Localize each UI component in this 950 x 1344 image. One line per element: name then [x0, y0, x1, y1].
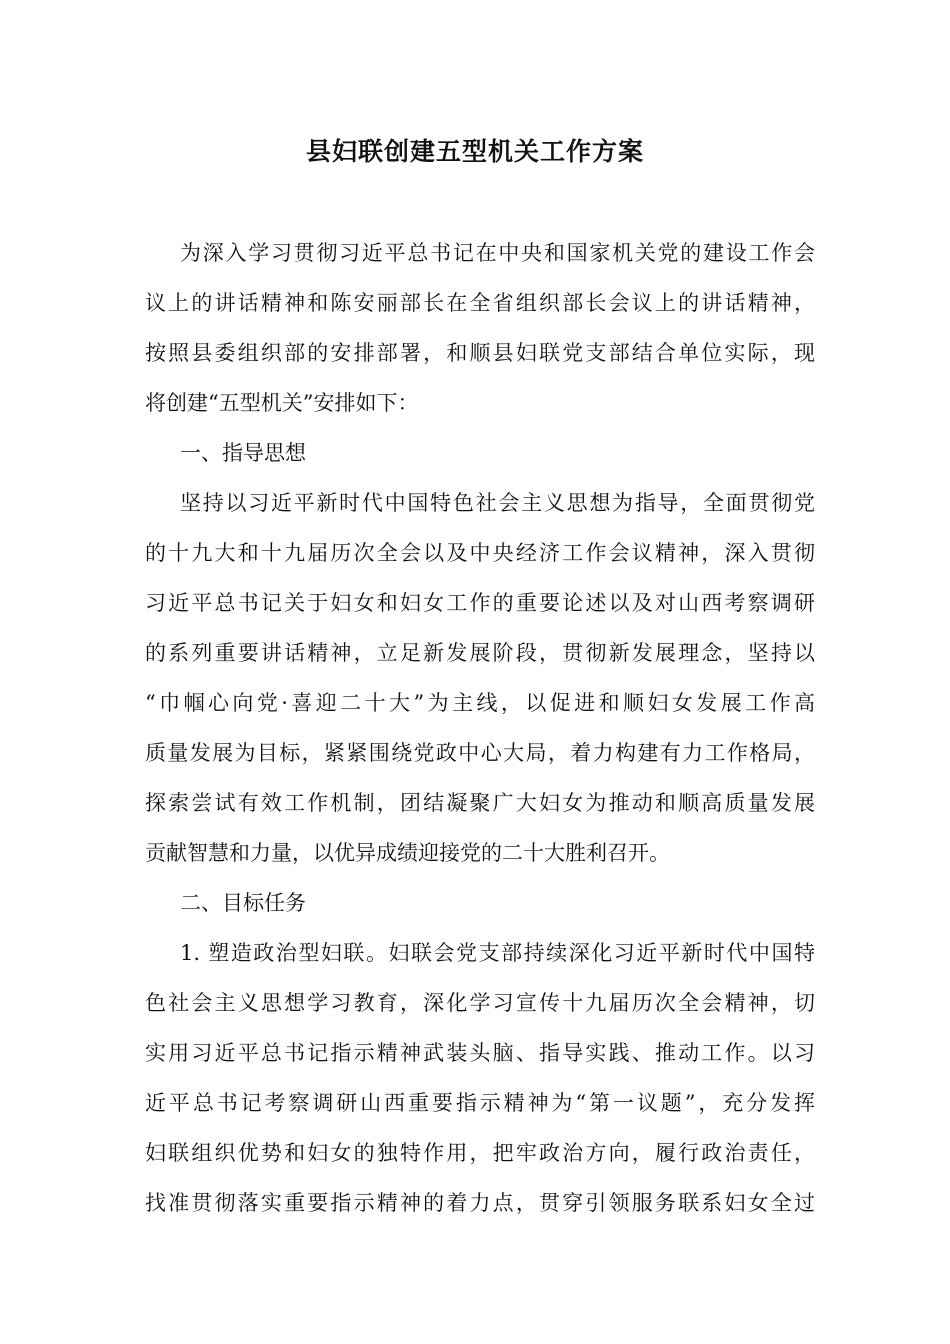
paragraph-line: 坚持以习近平新时代中国特色社会主义思想为指导，全面贯彻党	[180, 491, 815, 515]
paragraph-line: 的十九大和十九届历次全会以及中央经济工作会议精神，深入贯彻	[145, 541, 815, 565]
paragraph-line: 实用习近平总书记指示精神武装头脑、指导实践、推动工作。以习	[145, 1041, 815, 1065]
paragraph-line: 贡献智慧和力量，以优异成绩迎接党的二十大胜利召开。	[145, 841, 670, 865]
paragraph-line: 1. 塑造政治型妇联。妇联会党支部持续深化习近平新时代中国特	[180, 941, 815, 965]
paragraph-line: 质量发展为目标，紧紧围绕党政中心大局，着力构建有力工作格局，	[145, 741, 815, 765]
paragraph-line: 按照县委组织部的安排部署，和顺县妇联党支部结合单位实际，现	[145, 341, 815, 365]
paragraph-line: 妇联组织优势和妇女的独特作用，把牢政治方向，履行政治责任，	[145, 1141, 815, 1165]
document-title: 县妇联创建五型机关工作方案	[305, 137, 644, 166]
paragraph-line: 近平总书记考察调研山西重要指示精神为“第一议题”，充分发挥	[145, 1091, 815, 1115]
paragraph-line: 习近平总书记关于妇女和妇女工作的重要论述以及对山西考察调研	[145, 591, 815, 615]
paragraph-line: 探索尝试有效工作机制，团结凝聚广大妇女为推动和顺高质量发展	[145, 791, 815, 815]
paragraph-line: “巾帼心向党·喜迎二十大”为主线，以促进和顺妇女发展工作高	[145, 691, 815, 715]
section-heading: 一、指导思想	[180, 441, 306, 465]
paragraph-line: 找准贯彻落实重要指示精神的着力点，贯穿引领服务联系妇女全过	[145, 1191, 815, 1215]
paragraph-line: 议上的讲话精神和陈安丽部长在全省组织部长会议上的讲话精神，	[145, 291, 815, 315]
paragraph-line: 色社会主义思想学习教育，深化学习宣传十九届历次全会精神，切	[145, 991, 815, 1015]
document-body	[145, 228, 815, 1228]
section-heading: 二、目标任务	[180, 891, 306, 915]
paragraph-line: 为深入学习贯彻习近平总书记在中央和国家机关党的建设工作会	[180, 241, 815, 265]
paragraph-line: 将创建“五型机关”安排如下：	[145, 391, 419, 415]
paragraph-line: 的系列重要讲话精神，立足新发展阶段，贯彻新发展理念，坚持以	[145, 641, 815, 665]
